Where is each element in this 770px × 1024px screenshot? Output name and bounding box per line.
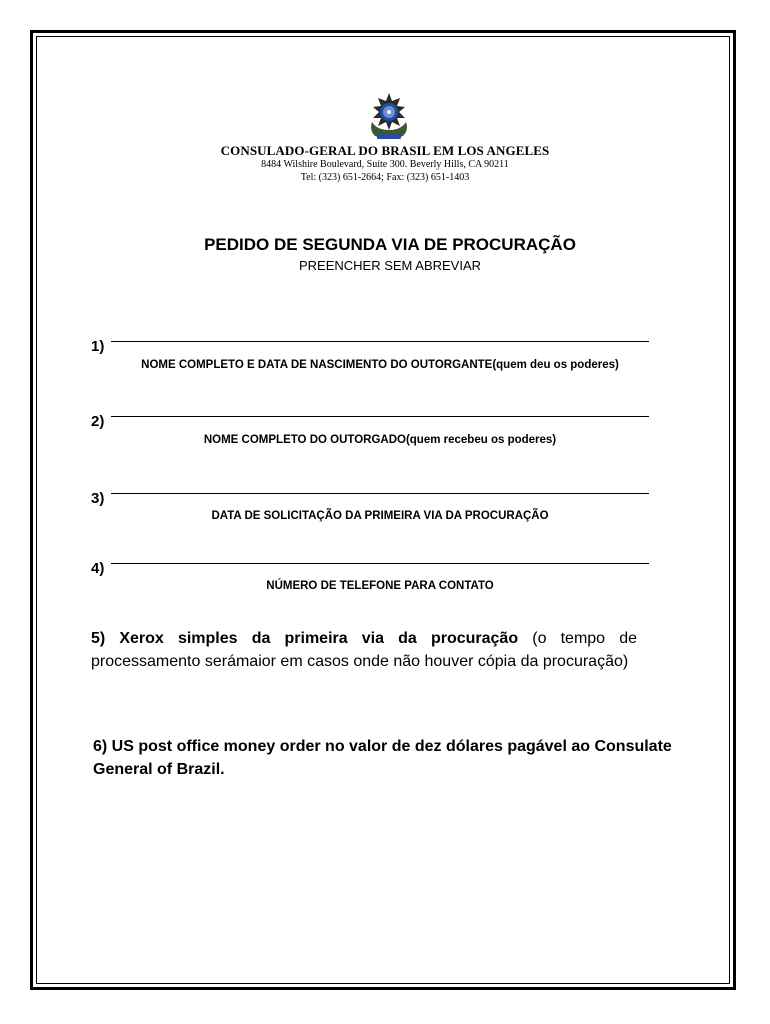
consulate-name: CONSULADO-GERAL DO BRASIL EM LOS ANGELES <box>220 143 550 158</box>
field-3-number: 3) <box>91 490 105 507</box>
consulate-phone-fax: Tel: (323) 651-2664; Fax: (323) 651-1403 <box>300 172 470 183</box>
page-title: PEDIDO DE SEGUNDA VIA DE PROCURAÇÃO <box>204 235 576 254</box>
field-4-number: 4) <box>91 560 105 577</box>
brazil-coat-of-arms-icon <box>367 92 411 142</box>
item-5-instruction <box>91 627 637 673</box>
field-2-input-line[interactable] <box>111 416 649 417</box>
field-4-label: NÚMERO DE TELEFONE PARA CONTATO <box>266 580 494 592</box>
field-1-number: 1) <box>91 338 105 355</box>
field-3-label: DATA DE SOLICITAÇÃO DA PRIMEIRA VIA DA PROCURAÇÃO <box>211 510 549 522</box>
field-2-label: NOME COMPLETO DO OUTORGADO(quem recebeu os poderes) <box>203 434 557 446</box>
consulate-address: 8484 Wilshire Boulevard, Suíte 300. Beverly Hills, CA 90211 <box>261 159 509 170</box>
item-5-rest-text: (o tempo de processamento serámaior em casos onde não houver cópia da procuração) <box>91 630 638 670</box>
field-4-input-line[interactable] <box>111 563 649 564</box>
field-1-input-line[interactable] <box>111 341 649 342</box>
field-2-number: 2) <box>91 413 105 430</box>
field-1-label: NOME COMPLETO E DATA DE NASCIMENTO DO OUTORGANTE(quem deu os poderes) <box>141 359 619 371</box>
field-3-input-line[interactable] <box>111 493 649 494</box>
page-subtitle: PREENCHER SEM ABREVIAR <box>298 258 482 273</box>
item-6-instruction: 6) US post office money order no valor de dez dólares pagável ao Consulate General of Brazil. <box>93 738 672 778</box>
item-5-bold-text: 5) Xerox simples da primeira via da procuração <box>91 630 519 647</box>
